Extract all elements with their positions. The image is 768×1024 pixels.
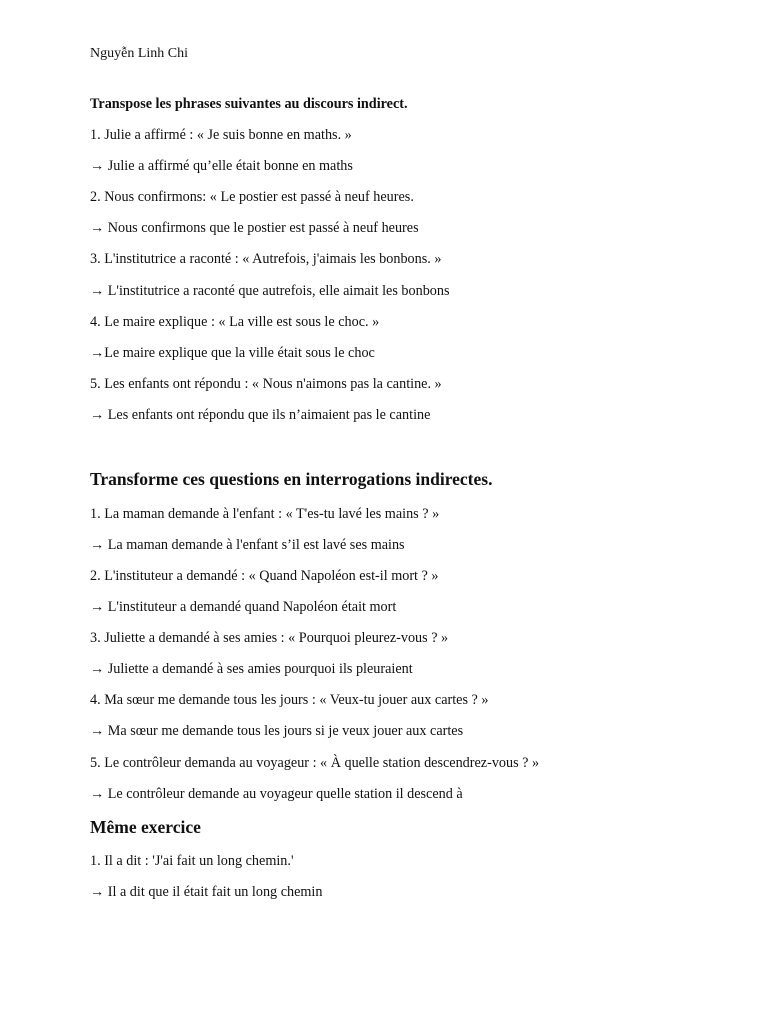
section1-line: 3. L'institutrice a raconté : « Autrefois, j'aimais les bonbons. » xyxy=(90,251,442,267)
section3-heading: Même exercice xyxy=(90,817,201,837)
section2-line: 2. L'instituteur a demandé : « Quand Napoléon est-il mort ? » xyxy=(90,568,439,584)
section3-line: 1. Il a dit : 'J'ai fait un long chemin.' xyxy=(90,853,294,869)
section1-line: 5. Les enfants ont répondu : « Nous n'aimons pas la cantine. » xyxy=(90,376,442,392)
section3-line: → Il a dit que il était fait un long chemin xyxy=(90,884,323,900)
section1-heading: Transpose les phrases suivantes au discours indirect. xyxy=(90,96,408,112)
section1-line: → Julie a affirmé qu’elle était bonne en maths xyxy=(90,158,353,174)
section2-heading: Transforme ces questions en interrogations indirectes. xyxy=(90,469,493,489)
section2-line: → Juliette a demandé à ses amies pourquoi ils pleuraient xyxy=(90,661,413,677)
section2-line: → La maman demande à l'enfant s’il est lavé ses mains xyxy=(90,537,405,553)
section2-line: → Ma sœur me demande tous les jours si je veux jouer aux cartes xyxy=(90,723,464,739)
section2-line: 4. Ma sœur me demande tous les jours : « Veux-tu jouer aux cartes ? » xyxy=(90,692,489,708)
section1-line: → Les enfants ont répondu que ils n’aimaient pas le cantine xyxy=(90,407,431,423)
section1-line: 2. Nous confirmons: « Le postier est passé à neuf heures. xyxy=(90,189,414,205)
section2-line: 1. La maman demande à l'enfant : « T'es-tu lavé les mains ? » xyxy=(90,506,440,522)
section2-line: → Le contrôleur demande au voyageur quelle station il descend à xyxy=(90,786,463,802)
author-name: Nguyễn Linh Chi xyxy=(90,46,188,61)
section2-line: 5. Le contrôleur demanda au voyageur : « À quelle station descendrez-vous ? » xyxy=(90,755,540,771)
section2-line: 3. Juliette a demandé à ses amies : « Pourquoi pleurez-vous ? » xyxy=(90,630,449,646)
section2-line: → L'instituteur a demandé quand Napoléon était mort xyxy=(90,599,397,615)
section1-line: 1. Julie a affirmé : « Je suis bonne en maths. » xyxy=(90,127,352,143)
section1-line: →Le maire explique que la ville était sous le choc xyxy=(90,345,375,361)
section1-line: 4. Le maire explique : « La ville est sous le choc. » xyxy=(90,314,380,330)
section1-line: → Nous confirmons que le postier est passé à neuf heures xyxy=(90,220,419,236)
section1-line: → L'institutrice a raconté que autrefois, elle aimait les bonbons xyxy=(90,283,450,299)
